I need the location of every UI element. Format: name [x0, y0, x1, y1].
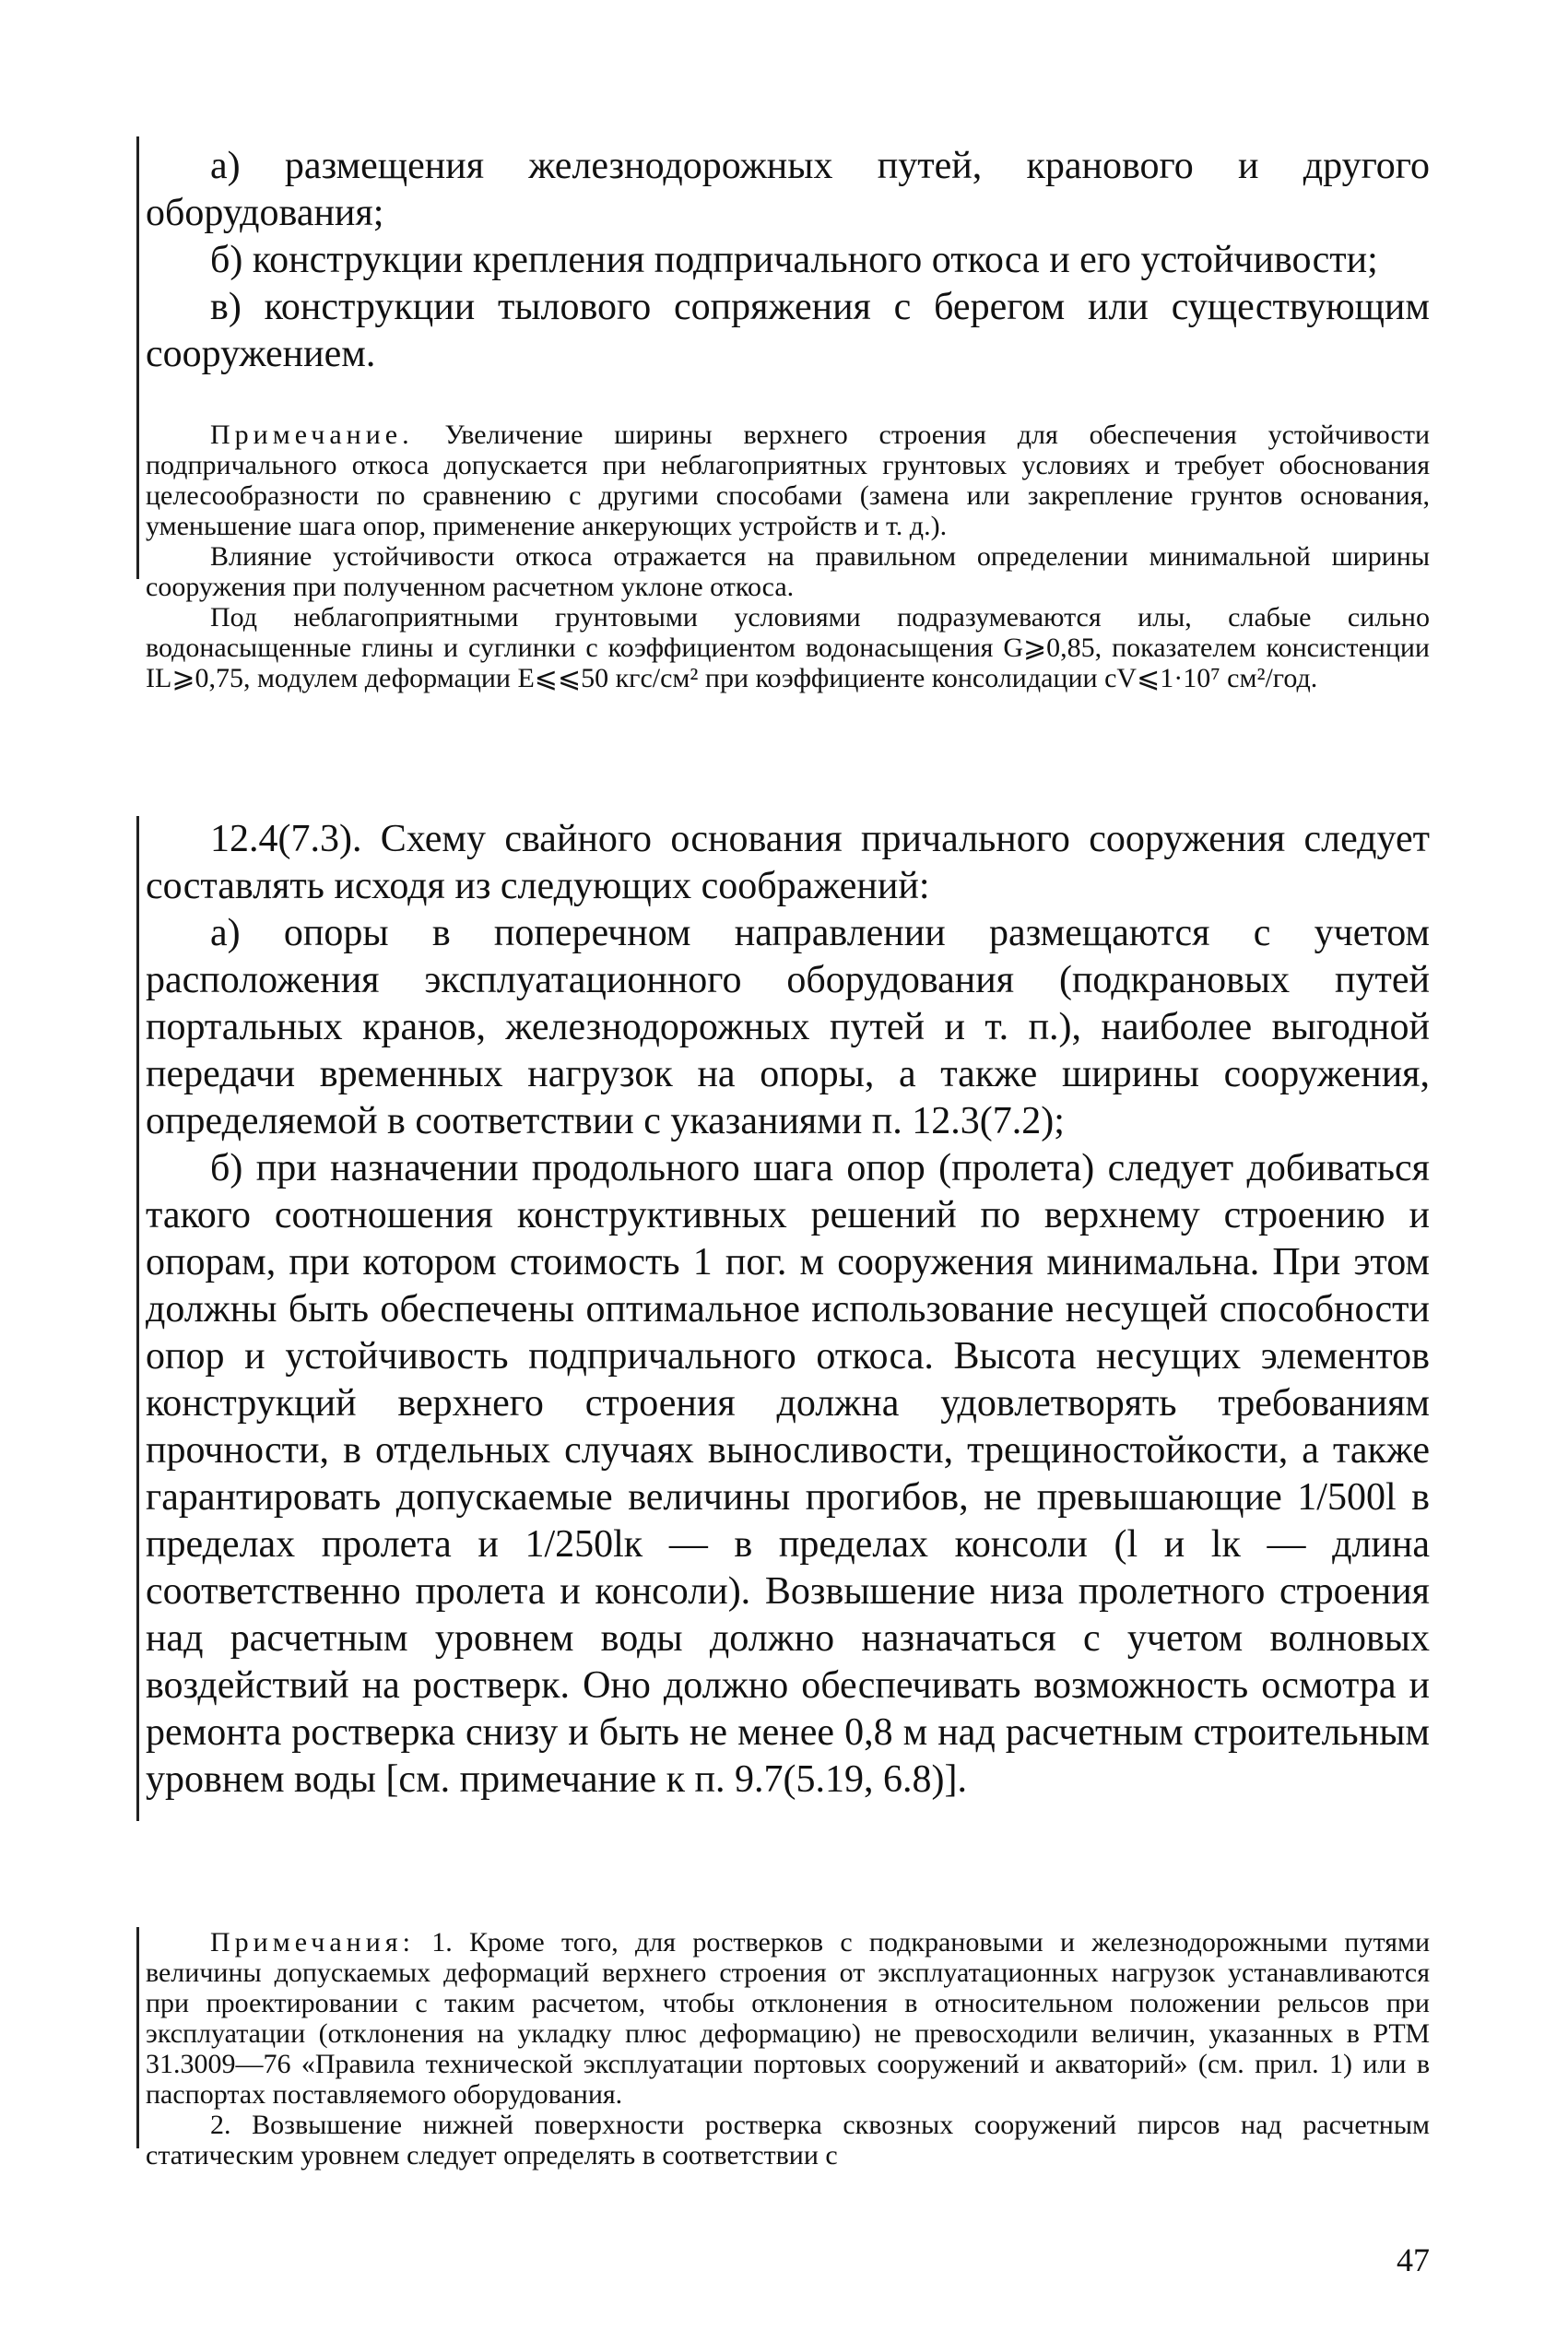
- section-item-b: б) при назначении продольного шага опор (пролета) следует добиваться такого соотношения конструктивных решений по верхнему строению и опорам, при котором стоимость 1 пог. м сооружения минимальна. При этом должны быть обеспечены оптимальное использование несущей способности опор и устойчивость подпричального откоса. Высота несущих элементов конструкций верхнего строения должна удовлетворять требованиям прочности, в отдельных случаях выносливости, трещиностойкости, а также гарантировать допускаемые величины прогибов, не превышающие 1/500l в пределах пролета и 1/250lк — в пределах консоли (l и lк — длина соответственно пролета и консоли). Возвышение низа пролетного строения над расчетным уровнем воды должно назначаться с учетом волновых воздействий на ростверк. Оно должно обеспечивать возможность осмотра и ремонта ростверка снизу и быть не менее 0,8 м над расчетным строительным уровнем воды [см. примечание к п. 9.7(5.19, 6.8)].: [146, 1147, 1430, 1801]
- list-item-a: а) размещения железнодорожных путей, кранового и другого оборудования;: [146, 145, 1430, 234]
- page-number: 47: [1397, 2241, 1430, 2278]
- section-intro: 12.4(7.3). Схему свайного основания причального сооружения следует составлять исходя из следующих соображений:: [146, 818, 1430, 907]
- list-item-b: б) конструкции крепления подпричального откоса и его устойчивости;: [210, 239, 1378, 281]
- margin-rule: [136, 816, 139, 1821]
- note-paragraph-3: Под неблагоприятными грунтовыми условиями подразумеваются илы, слабые сильно водонасыщенные глины и суглинки с коэффициентом водонасыщения G⩾0,85, показателем консистенции IL⩾0,75, модулем деформации E⩽⩽50 кгс/см² при коэффициенте консолидации cV⩽1·10⁷ см²/год.: [146, 602, 1430, 693]
- note-text: Увеличение ширины верхнего строения для обеспечения устойчивости подпричального откоса допускается при неблагоприятных грунтовых условиях и требует обоснования целесообразности по сравнению с другими способами (замена или закрепление грунтов основания, уменьшение шага опор, применение анкерующих устройств и т. д.).: [146, 420, 1431, 541]
- notes-block: [146, 1927, 1430, 2170]
- note-paragraph: [146, 420, 1430, 541]
- margin-rule: [136, 136, 139, 579]
- notes-paragraph-1: [146, 1927, 1430, 2110]
- top-list: [146, 143, 1430, 378]
- section-item-a: а) опоры в поперечном направлении размещаются с учетом расположения эксплуатационного оборудования (подкрановых путей портальных кранов, железнодорожных путей и т. п.), наиболее выгодной передачи временных нагрузок на опоры, а также ширины сооружения, определяемой в соответствии с указаниями п. 12.3(7.2);: [146, 912, 1430, 1142]
- notes-text-1: 1. Кроме того, для ростверков с подкрановыми и железнодорожными путями величины допускаемых деформаций верхнего строения от эксплуатационных нагрузок устанавливаются при проектировании с таким расчетом, чтобы отклонения в относительном положении рельсов при эксплуатации (отклонения на укладку плюс деформацию) не превосходили величин, указанных в РТМ 31.3009—76 «Правила технической эксплуатации портовых сооружений и акваторий» (см. прил. 1) или в паспортах поставляемого оборудования.: [146, 1927, 1431, 2110]
- note-paragraph-2: Влияние устойчивости откоса отражается на правильном определении минимальной ширины сооружения при полученном расчетном уклоне откоса.: [146, 541, 1430, 602]
- note-label: Примечание.: [210, 420, 414, 450]
- notes-paragraph-2: 2. Возвышение нижней поверхности ростверка сквозных сооружений пирсов над расчетным статическим уровнем следует определять в соответствии с: [146, 2110, 1430, 2170]
- section-12-4: [146, 816, 1430, 1804]
- notes-label: Примечания:: [210, 1927, 415, 1958]
- note-block: [146, 420, 1430, 693]
- list-item-v: в) конструкции тылового сопряжения с берегом или существующим сооружением.: [146, 286, 1430, 375]
- margin-rule: [136, 1927, 139, 2148]
